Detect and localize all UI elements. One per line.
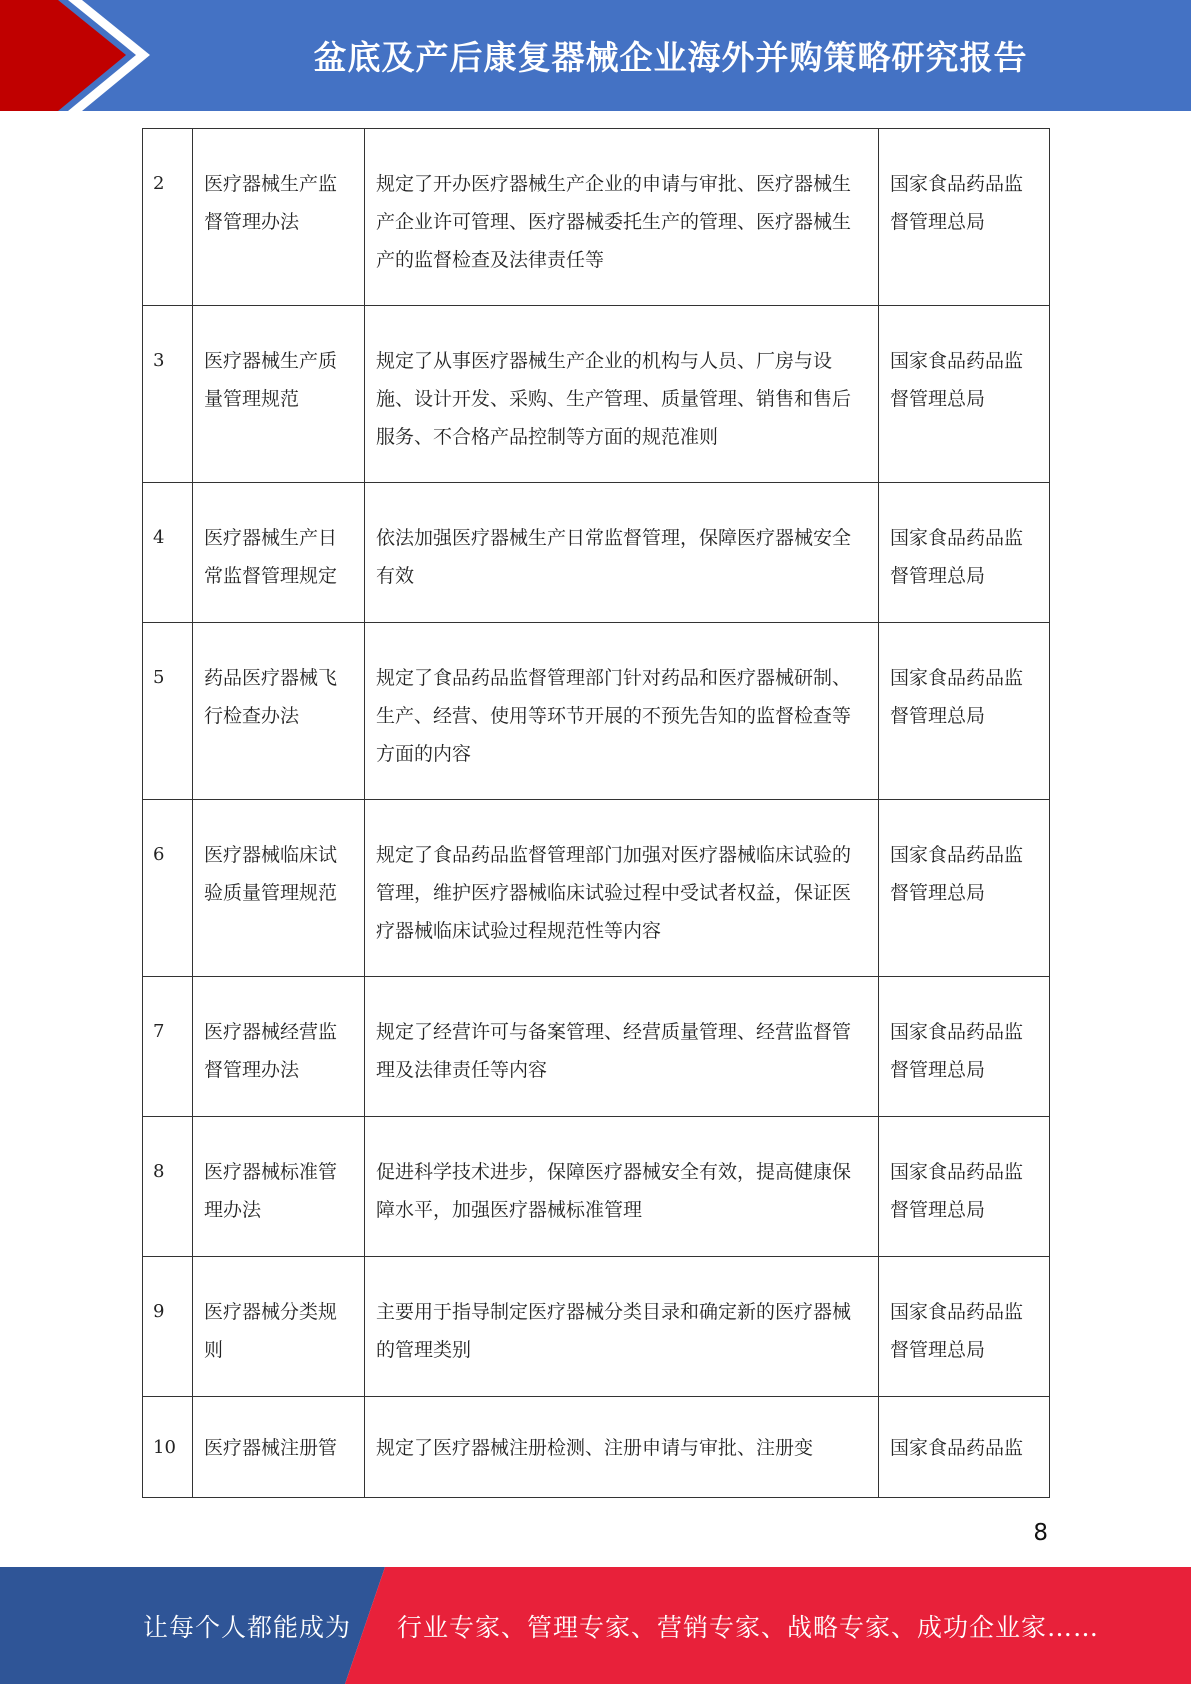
issuing-agency: 国家食品药品监督管理总局	[879, 306, 1050, 483]
issuing-agency: 国家食品药品监	[879, 1397, 1050, 1498]
table-row	[143, 977, 1050, 1117]
regulation-content: 促进科学技术进步，保障医疗器械安全有效，提高健康保障水平，加强医疗器械标准管理	[365, 1117, 879, 1257]
regulation-content: 规定了经营许可与备案管理、经营质量管理、经营监督管理及法律责任等内容	[365, 977, 879, 1117]
regulation-name: 医疗器械生产监督管理办法	[193, 129, 365, 306]
footer-banner	[0, 1567, 1191, 1684]
row-number: 3	[143, 306, 193, 483]
table-row	[143, 623, 1050, 800]
row-number: 6	[143, 800, 193, 977]
issuing-agency: 国家食品药品监督管理总局	[879, 129, 1050, 306]
row-number: 9	[143, 1257, 193, 1397]
regulation-name: 医疗器械注册管	[193, 1397, 365, 1498]
regulation-content: 规定了从事医疗器械生产企业的机构与人员、厂房与设施、设计开发、采购、生产管理、质量管理、销售和售后服务、不合格产品控制等方面的规范准则	[365, 306, 879, 483]
row-number: 4	[143, 483, 193, 623]
footer-slogan-left: 让每个人都能成为	[143, 1612, 352, 1642]
report-title: 盆底及产后康复器械企业海外并购策略研究报告	[313, 38, 1028, 77]
table-row	[143, 1257, 1050, 1397]
row-number: 2	[143, 129, 193, 306]
regulation-content: 规定了食品药品监督管理部门针对药品和医疗器械研制、生产、经营、使用等环节开展的不预先告知的监督检查等方面的内容	[365, 623, 879, 800]
regulation-name: 医疗器械临床试验质量管理规范	[193, 800, 365, 977]
table-row	[143, 483, 1050, 623]
issuing-agency: 国家食品药品监督管理总局	[879, 1117, 1050, 1257]
regulation-content: 依法加强医疗器械生产日常监督管理，保障医疗器械安全有效	[365, 483, 879, 623]
footer-slogan-right: 行业专家、管理专家、营销专家、战略专家、成功企业家……	[397, 1612, 1100, 1642]
row-number: 7	[143, 977, 193, 1117]
regulation-name: 药品医疗器械飞行检查办法	[193, 623, 365, 800]
regulation-name: 医疗器械生产质量管理规范	[193, 306, 365, 483]
regulation-name: 医疗器械生产日常监督管理规定	[193, 483, 365, 623]
regulation-content: 主要用于指导制定医疗器械分类目录和确定新的医疗器械的管理类别	[365, 1257, 879, 1397]
regulation-content: 规定了食品药品监督管理部门加强对医疗器械临床试验的管理，维护医疗器械临床试验过程中受试者权益，保证医疗器械临床试验过程规范性等内容	[365, 800, 879, 977]
issuing-agency: 国家食品药品监督管理总局	[879, 1257, 1050, 1397]
issuing-agency: 国家食品药品监督管理总局	[879, 483, 1050, 623]
regulation-content: 规定了开办医疗器械生产企业的申请与审批、医疗器械生产企业许可管理、医疗器械委托生产的管理、医疗器械生产的监督检查及法律责任等	[365, 129, 879, 306]
issuing-agency: 国家食品药品监督管理总局	[879, 800, 1050, 977]
table-row	[143, 306, 1050, 483]
table-row	[143, 800, 1050, 977]
regulation-name: 医疗器械标准管理办法	[193, 1117, 365, 1257]
regulation-name: 医疗器械经营监督管理办法	[193, 977, 365, 1117]
row-number: 10	[143, 1397, 193, 1498]
regulation-name: 医疗器械分类规则	[193, 1257, 365, 1397]
table-row	[143, 1397, 1050, 1498]
row-number: 5	[143, 623, 193, 800]
row-number: 8	[143, 1117, 193, 1257]
header-bar	[0, 0, 1191, 111]
table-row	[143, 1117, 1050, 1257]
regulation-content: 规定了医疗器械注册检测、注册申请与审批、注册变	[365, 1397, 879, 1498]
table-row	[143, 129, 1050, 306]
regulation-table	[142, 128, 1050, 1498]
issuing-agency: 国家食品药品监督管理总局	[879, 977, 1050, 1117]
issuing-agency: 国家食品药品监督管理总局	[879, 623, 1050, 800]
page-number: 8	[1033, 1520, 1048, 1546]
